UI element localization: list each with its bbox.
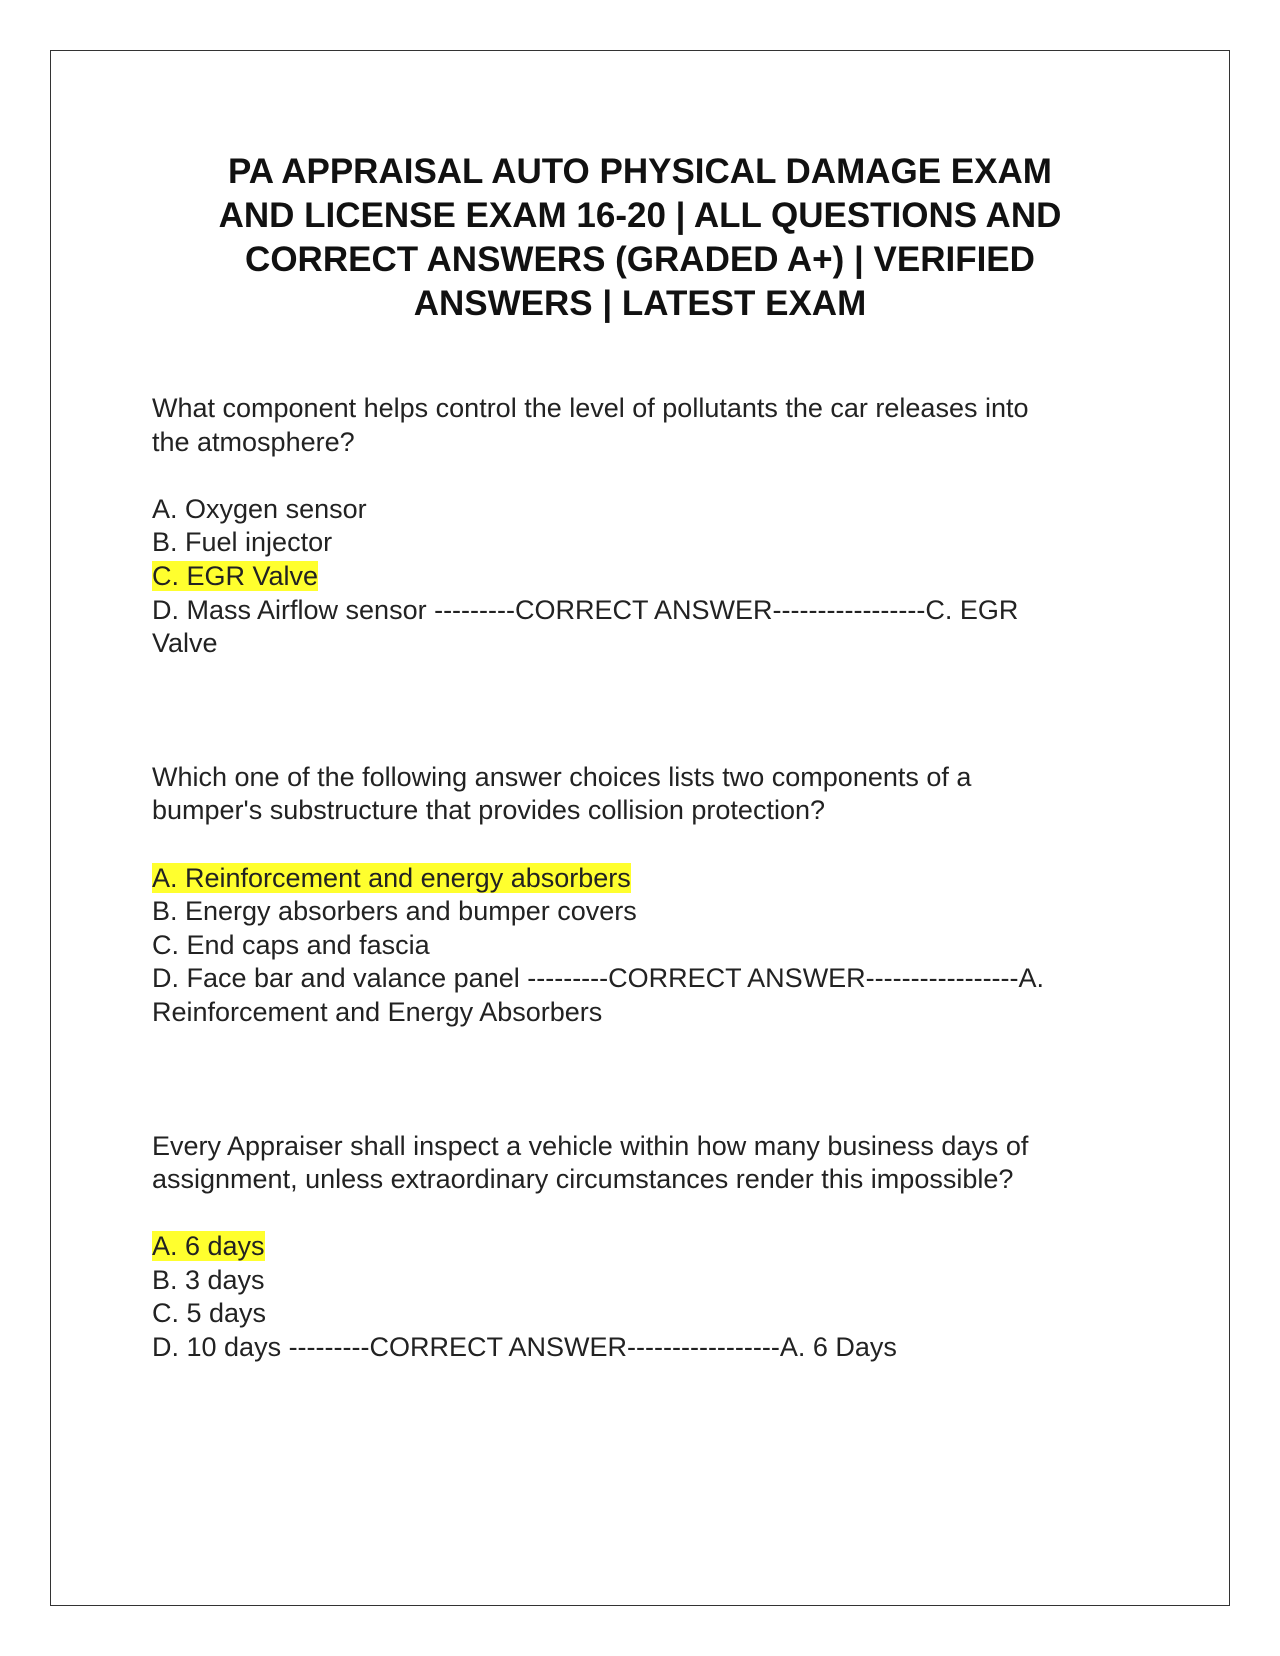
title-line: PA APPRAISAL AUTO PHYSICAL DAMAGE EXAM bbox=[228, 152, 1052, 191]
question-line: Which one of the following answer choices lists two components of a bbox=[152, 761, 972, 792]
question-text bbox=[152, 392, 1152, 459]
option-d-with-answer: D. Face bar and valance panel ---------CORRECT ANSWER-----------------A. bbox=[152, 963, 1045, 994]
title-line: CORRECT ANSWERS (GRADED A+) | VERIFIED bbox=[245, 240, 1035, 279]
question-line: bumper's substructure that provides collision protection? bbox=[152, 795, 825, 826]
questions-section bbox=[152, 392, 1152, 1365]
answer-continuation: Valve bbox=[152, 628, 218, 659]
option-c: C. 5 days bbox=[152, 1298, 267, 1329]
answer-options bbox=[152, 862, 1152, 1030]
highlight: A. 6 days bbox=[152, 1231, 265, 1262]
option-b: B. Energy absorbers and bumper covers bbox=[152, 896, 637, 927]
question-text bbox=[152, 1130, 1152, 1197]
question-line: What component helps control the level of pollutants the car releases into bbox=[152, 393, 1029, 423]
question-block-1 bbox=[152, 392, 1152, 661]
option-b: B. 3 days bbox=[152, 1264, 265, 1295]
answer-continuation: Reinforcement and Energy Absorbers bbox=[152, 996, 603, 1027]
highlight: A. Reinforcement and energy absorbers bbox=[152, 862, 631, 893]
question-block-2 bbox=[152, 761, 1152, 1030]
option-b: B. Fuel injector bbox=[152, 527, 333, 558]
title-line: ANSWERS | LATEST EXAM bbox=[413, 284, 867, 323]
document-title bbox=[130, 150, 1150, 326]
question-block-3 bbox=[152, 1130, 1152, 1365]
answer-options bbox=[152, 1230, 1152, 1364]
option-d-with-answer: D. 10 days ---------CORRECT ANSWER-----------------A. 6 Days bbox=[152, 1332, 897, 1363]
question-text bbox=[152, 761, 1152, 828]
highlight: C. EGR Valve bbox=[152, 560, 319, 591]
option-a: A. Oxygen sensor bbox=[152, 493, 367, 524]
question-line: assignment, unless extraordinary circumstances render this impossible? bbox=[152, 1164, 1014, 1195]
question-line: the atmosphere? bbox=[152, 426, 355, 457]
option-d-with-answer: D. Mass Airflow sensor ---------CORRECT ANSWER-----------------C. EGR bbox=[152, 594, 1019, 625]
option-c-highlighted bbox=[152, 560, 1152, 594]
answer-options bbox=[152, 493, 1152, 661]
title-line: AND LICENSE EXAM 16-20 | ALL QUESTIONS AND bbox=[218, 196, 1062, 235]
option-a-highlighted bbox=[152, 862, 1152, 896]
option-a-highlighted bbox=[152, 1230, 1152, 1264]
question-line: Every Appraiser shall inspect a vehicle within how many business days of bbox=[152, 1130, 1029, 1161]
option-c: C. End caps and fascia bbox=[152, 929, 430, 960]
